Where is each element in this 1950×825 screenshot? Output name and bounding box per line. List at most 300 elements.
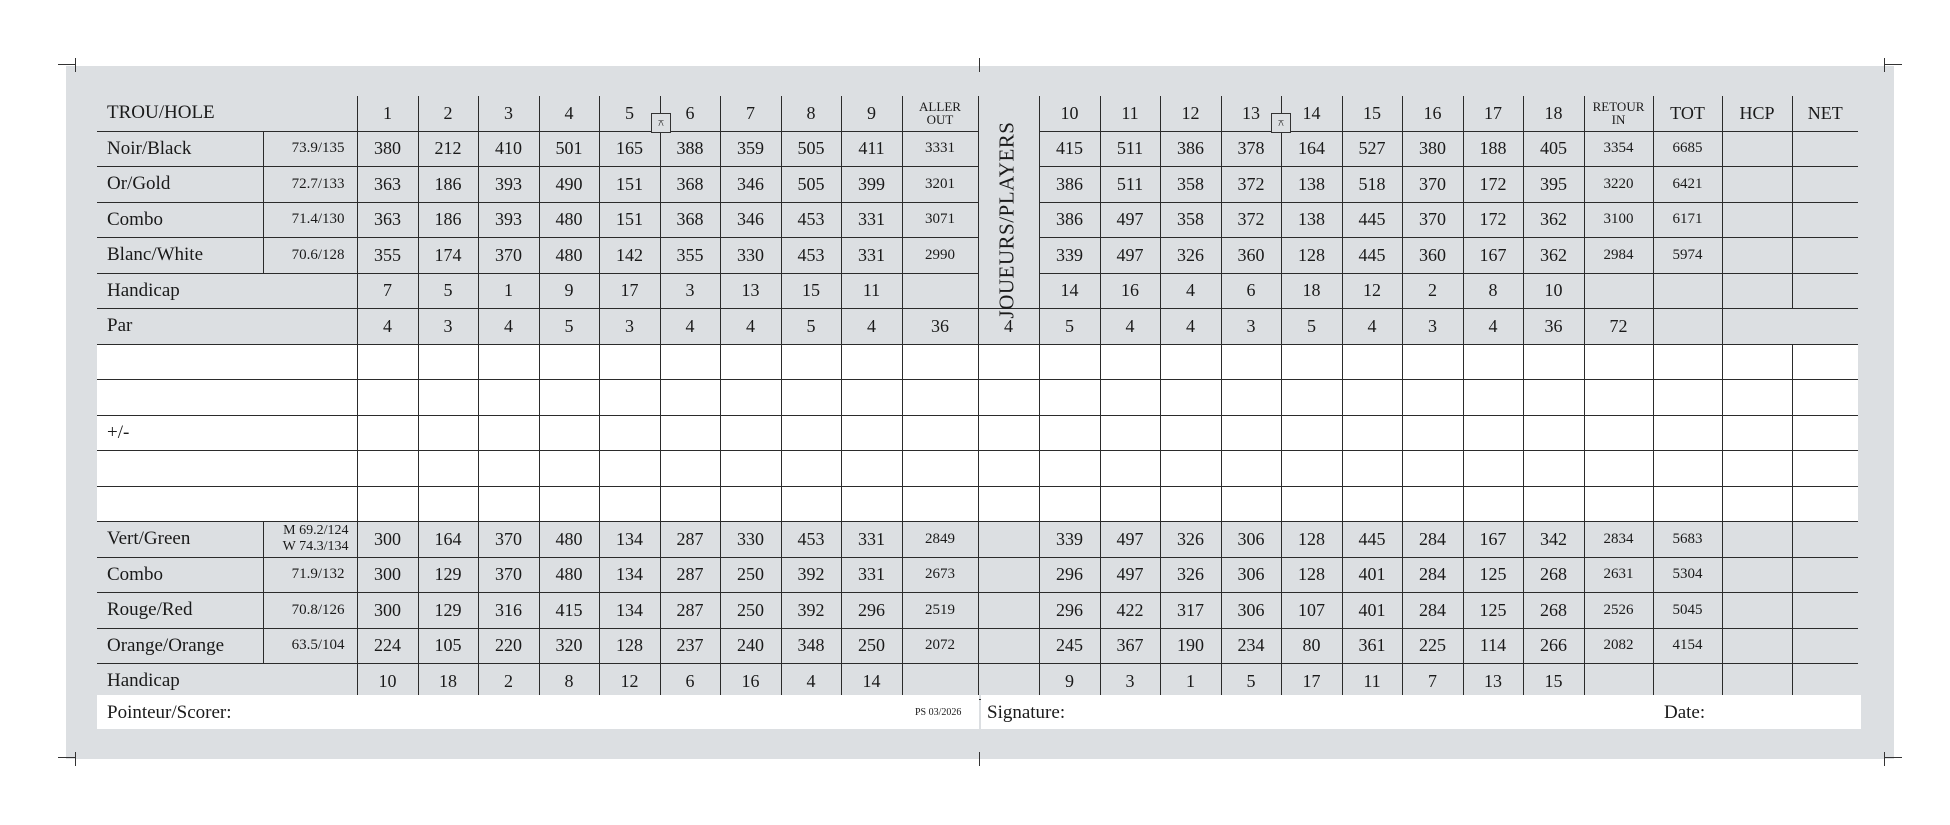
score-cell[interactable] (720, 415, 781, 451)
score-cell[interactable] (599, 380, 660, 416)
in-score-cell[interactable] (1584, 344, 1653, 380)
score-cell[interactable] (539, 415, 599, 451)
handicap-cell: 3 (1100, 664, 1160, 700)
rating-women: W 74.3/134 (282, 539, 349, 555)
hcp-cell[interactable] (1722, 380, 1792, 416)
hcp-cell[interactable] (1722, 486, 1792, 522)
yardage-cell: 107 (1281, 593, 1342, 629)
yardage-cell: 339 (1039, 238, 1100, 274)
yardage-cell: 367 (1100, 628, 1160, 664)
par-label: Par (97, 309, 357, 345)
score-cell[interactable] (841, 380, 902, 416)
score-cell[interactable] (1221, 451, 1281, 487)
score-cell[interactable] (720, 344, 781, 380)
hole-number: 3 (478, 96, 539, 131)
trim-mark (979, 58, 980, 72)
player-name-cell[interactable] (97, 380, 357, 416)
score-cell[interactable] (1039, 380, 1100, 416)
par-cell: 5 (539, 309, 599, 345)
yardage-cell: 172 (1463, 167, 1523, 203)
out-total: 2519 (902, 593, 978, 629)
yardage-cell: 346 (720, 202, 781, 238)
players-gap-cell (978, 380, 1039, 416)
score-cell[interactable] (599, 344, 660, 380)
score-cell[interactable] (1523, 344, 1584, 380)
players-text: JOUEURS/PLAYERS (994, 121, 1019, 319)
players-gap-cell (978, 557, 1039, 593)
score-cell[interactable] (1160, 451, 1221, 487)
tee-row (97, 238, 1858, 274)
score-cell[interactable] (841, 415, 902, 451)
handicap-cell: 17 (599, 273, 660, 309)
score-cell[interactable] (1221, 344, 1281, 380)
hcp-cell[interactable] (1722, 593, 1792, 629)
yardage-cell: 386 (1039, 202, 1100, 238)
yardage-cell: 518 (1342, 167, 1402, 203)
hole-number: 9 (841, 96, 902, 131)
score-cell[interactable] (478, 451, 539, 487)
score-cell[interactable] (539, 380, 599, 416)
yardage-cell: 114 (1463, 628, 1523, 664)
score-cell[interactable] (1281, 451, 1342, 487)
score-cell[interactable] (781, 415, 841, 451)
yardage-cell: 128 (1281, 557, 1342, 593)
rating-line: 70.8/126 (291, 601, 345, 618)
tee-name: Noir/Black (97, 131, 263, 167)
score-cell[interactable] (478, 380, 539, 416)
par-cell: 3 (1402, 309, 1463, 345)
net-cell[interactable] (1792, 344, 1858, 380)
yardage-cell: 296 (1039, 557, 1100, 593)
score-cell[interactable] (1039, 451, 1100, 487)
yardage-cell: 401 (1342, 557, 1402, 593)
yardage-cell: 186 (418, 202, 478, 238)
in-total: 2984 (1584, 238, 1653, 274)
print-code: PS 03/2026 (915, 707, 962, 718)
score-cell[interactable] (1342, 344, 1402, 380)
yardage-cell: 151 (599, 167, 660, 203)
yardage-cell: 224 (357, 628, 418, 664)
yardage-cell: 453 (781, 202, 841, 238)
yardage-cell: 266 (1523, 628, 1584, 664)
hcp-cell[interactable] (1722, 202, 1792, 238)
out-total: 2072 (902, 628, 978, 664)
yardage-cell: 220 (478, 628, 539, 664)
score-cell[interactable] (841, 486, 902, 522)
yardage-cell: 296 (1039, 593, 1100, 629)
hole-header-row (97, 96, 1858, 131)
yardage-cell: 134 (599, 557, 660, 593)
score-cell[interactable] (660, 486, 720, 522)
yardage-cell: 138 (1281, 202, 1342, 238)
score-cell[interactable] (418, 451, 478, 487)
score-cell[interactable] (1463, 486, 1523, 522)
yardage-cell: 300 (357, 522, 418, 558)
score-cell[interactable] (599, 451, 660, 487)
out-label-en: OUT (926, 112, 954, 128)
yardage-cell: 445 (1342, 202, 1402, 238)
hcp-cell[interactable] (1722, 415, 1792, 451)
in-score-cell[interactable] (1584, 380, 1653, 416)
yardage-cell: 497 (1100, 238, 1160, 274)
handicap-cell: 14 (841, 664, 902, 700)
par-cell: 5 (781, 309, 841, 345)
score-cell[interactable] (660, 380, 720, 416)
score-cell[interactable] (418, 344, 478, 380)
hcp-cell[interactable] (1722, 451, 1792, 487)
score-cell[interactable] (720, 451, 781, 487)
total: 6421 (1653, 167, 1722, 203)
score-cell[interactable] (1221, 486, 1281, 522)
yardage-cell: 358 (1160, 202, 1221, 238)
score-cell[interactable] (1402, 380, 1463, 416)
yardage-cell: 331 (841, 238, 902, 274)
players-gap-cell (978, 486, 1039, 522)
score-cell[interactable] (1342, 380, 1402, 416)
par-cell: 5 (1281, 309, 1342, 345)
score-cell[interactable] (1523, 486, 1584, 522)
yardage-cell: 497 (1100, 557, 1160, 593)
plus-minus-label: +/- (97, 415, 357, 451)
net-cell[interactable] (1722, 309, 1792, 345)
net-cell[interactable] (1792, 557, 1858, 593)
yardage-cell: 363 (357, 167, 418, 203)
score-cell[interactable] (1039, 486, 1100, 522)
handicap-cell: 3 (660, 273, 720, 309)
hole-number: 11 (1100, 96, 1160, 131)
net-cell[interactable] (1792, 486, 1858, 522)
score-cell[interactable] (660, 451, 720, 487)
par-cell: 4 (357, 309, 418, 345)
yardage-cell: 415 (539, 593, 599, 629)
score-cell[interactable] (1039, 344, 1100, 380)
net-cell[interactable] (1792, 202, 1858, 238)
out-total: 2990 (902, 238, 978, 274)
score-cell[interactable] (720, 380, 781, 416)
net-cell[interactable] (1792, 273, 1858, 309)
trim-mark (1884, 752, 1885, 766)
yardage-cell: 134 (599, 522, 660, 558)
yardage-cell: 129 (418, 557, 478, 593)
yardage-cell: 151 (599, 202, 660, 238)
score-cell[interactable] (1463, 380, 1523, 416)
in-blank (1584, 273, 1653, 309)
players-gap-cell (978, 415, 1039, 451)
yardage-cell: 355 (660, 238, 720, 274)
score-cell[interactable] (660, 415, 720, 451)
hole-number: 15 (1342, 96, 1402, 131)
yardage-cell: 380 (1402, 131, 1463, 167)
score-cell[interactable] (841, 344, 902, 380)
score-cell[interactable] (1463, 344, 1523, 380)
out-score-cell[interactable] (902, 344, 978, 380)
in-score-cell[interactable] (1584, 415, 1653, 451)
handicap-row (97, 664, 1858, 700)
score-cell[interactable] (660, 344, 720, 380)
tee-name: Rouge/Red (97, 593, 263, 629)
trim-mark (1884, 757, 1902, 758)
handicap-cell: 11 (1342, 664, 1402, 700)
restroom-icon: ⚻ (651, 113, 671, 133)
score-cell[interactable] (539, 486, 599, 522)
yardage-cell: 306 (1221, 557, 1281, 593)
player-name-cell[interactable] (97, 344, 357, 380)
score-cell[interactable] (1463, 415, 1523, 451)
yardage-cell: 392 (781, 557, 841, 593)
scorecard-table (97, 96, 1858, 700)
total: 6171 (1653, 202, 1722, 238)
in-score-cell[interactable] (1584, 486, 1653, 522)
score-cell[interactable] (1402, 486, 1463, 522)
handicap-cell: 14 (1039, 273, 1100, 309)
tee-rating: 70.6/128 (263, 238, 357, 274)
tot-score-cell[interactable] (1653, 415, 1722, 451)
net-cell[interactable] (1792, 167, 1858, 203)
handicap-label: Handicap (97, 273, 357, 309)
par-cell: 4 (978, 309, 1039, 345)
out-blank (902, 273, 978, 309)
score-cell[interactable] (781, 451, 841, 487)
yardage-cell: 380 (357, 131, 418, 167)
score-cell[interactable] (1402, 344, 1463, 380)
player-name-cell[interactable] (97, 451, 357, 487)
yardage-cell: 268 (1523, 557, 1584, 593)
score-cell[interactable] (1402, 451, 1463, 487)
score-cell[interactable] (1100, 415, 1160, 451)
score-cell[interactable] (1523, 415, 1584, 451)
score-cell[interactable] (1221, 415, 1281, 451)
net-cell[interactable] (1792, 131, 1858, 167)
score-cell[interactable] (418, 486, 478, 522)
tee-name: Orange/Orange (97, 628, 263, 664)
out-score-cell[interactable] (902, 415, 978, 451)
score-cell[interactable] (1160, 344, 1221, 380)
yardage-cell: 388 (660, 131, 720, 167)
score-cell[interactable] (357, 380, 418, 416)
score-cell[interactable] (1342, 451, 1402, 487)
yardage-cell: 392 (781, 593, 841, 629)
score-cell[interactable] (418, 380, 478, 416)
yardage-cell: 331 (841, 522, 902, 558)
tee-rating: 73.9/135 (263, 131, 357, 167)
tee-row (97, 628, 1858, 664)
tot-blank (1653, 273, 1722, 309)
hcp-cell[interactable] (1722, 131, 1792, 167)
score-cell[interactable] (1160, 415, 1221, 451)
yardage-cell: 164 (418, 522, 478, 558)
yardage-cell: 348 (781, 628, 841, 664)
handicap-cell: 1 (1160, 664, 1221, 700)
out-total: 3071 (902, 202, 978, 238)
score-cell[interactable] (781, 344, 841, 380)
score-cell[interactable] (1039, 415, 1100, 451)
yardage-cell: 284 (1402, 557, 1463, 593)
score-cell[interactable] (539, 344, 599, 380)
score-cell[interactable] (1281, 415, 1342, 451)
score-cell[interactable] (478, 344, 539, 380)
score-cell[interactable] (720, 486, 781, 522)
score-cell[interactable] (1342, 486, 1402, 522)
score-cell[interactable] (781, 380, 841, 416)
hcp-cell[interactable] (1722, 167, 1792, 203)
score-cell[interactable] (1463, 451, 1523, 487)
net-cell[interactable] (1792, 415, 1858, 451)
players-gap-cell (978, 628, 1039, 664)
hcp-cell[interactable] (1722, 664, 1792, 700)
in-total: 2631 (1584, 557, 1653, 593)
net-cell[interactable] (1792, 664, 1858, 700)
tee-rating (263, 628, 357, 664)
yardage-cell: 490 (539, 167, 599, 203)
yardage-cell: 331 (841, 557, 902, 593)
score-cell[interactable] (841, 451, 902, 487)
player-score-row (97, 380, 1858, 416)
tot-score-cell[interactable] (1653, 486, 1722, 522)
handicap-cell: 10 (357, 664, 418, 700)
score-cell[interactable] (1342, 415, 1402, 451)
score-cell[interactable] (1100, 486, 1160, 522)
net-cell[interactable] (1792, 593, 1858, 629)
in-label-en: IN (1611, 112, 1626, 128)
scorer-strip (97, 695, 979, 729)
tee-rating: 72.7/133 (263, 167, 357, 203)
score-cell[interactable] (478, 415, 539, 451)
net-cell[interactable] (1792, 380, 1858, 416)
tot-blank (1653, 664, 1722, 700)
net-cell[interactable] (1792, 238, 1858, 274)
score-cell[interactable] (478, 486, 539, 522)
yardage-cell: 212 (418, 131, 478, 167)
score-cell[interactable] (1402, 415, 1463, 451)
net-label: NET (1792, 96, 1858, 131)
yardage-cell: 326 (1160, 557, 1221, 593)
trim-mark (1884, 58, 1885, 72)
out-score-cell[interactable] (902, 451, 978, 487)
yardage-cell: 453 (781, 238, 841, 274)
in-score-cell[interactable] (1584, 451, 1653, 487)
in-total: 2526 (1584, 593, 1653, 629)
tee-name: Blanc/White (97, 238, 263, 274)
hcp-cell[interactable] (1722, 522, 1792, 558)
hcp-cell[interactable] (1722, 273, 1792, 309)
tee-row (97, 131, 1858, 167)
yardage-cell: 346 (720, 167, 781, 203)
out-score-cell[interactable] (902, 380, 978, 416)
yardage-cell: 527 (1342, 131, 1402, 167)
yardage-cell: 361 (1342, 628, 1402, 664)
score-cell[interactable] (1221, 380, 1281, 416)
players-gap-cell (978, 593, 1039, 629)
yardage-cell: 174 (418, 238, 478, 274)
handicap-cell: 4 (781, 664, 841, 700)
hcp-cell[interactable] (1722, 628, 1792, 664)
score-cell[interactable] (357, 451, 418, 487)
score-cell[interactable] (599, 415, 660, 451)
score-cell[interactable] (781, 486, 841, 522)
yardage-cell: 134 (599, 593, 660, 629)
in-total: 3100 (1584, 202, 1653, 238)
player-score-row (97, 486, 1858, 522)
hole-number: 4 (539, 96, 599, 131)
yardage-cell: 306 (1221, 522, 1281, 558)
hcp-cell[interactable] (1722, 344, 1792, 380)
score-cell[interactable] (1523, 451, 1584, 487)
yardage-cell: 142 (599, 238, 660, 274)
net-cell[interactable] (1792, 522, 1858, 558)
hcp-cell[interactable] (1722, 238, 1792, 274)
score-cell[interactable] (1160, 486, 1221, 522)
out-blank (902, 664, 978, 700)
yardage-cell: 326 (1160, 238, 1221, 274)
handicap-cell: 5 (418, 273, 478, 309)
hole-number: 18 (1523, 96, 1584, 131)
net-cell[interactable] (1792, 628, 1858, 664)
yardage-cell: 480 (539, 202, 599, 238)
score-cell[interactable] (539, 451, 599, 487)
par-in: 36 (1523, 309, 1584, 345)
score-cell[interactable] (1281, 380, 1342, 416)
trim-mark (979, 752, 980, 766)
par-cell: 4 (1342, 309, 1402, 345)
yardage-cell: 342 (1523, 522, 1584, 558)
handicap-cell: 2 (1402, 273, 1463, 309)
yardage-cell: 138 (1281, 167, 1342, 203)
score-cell[interactable] (357, 415, 418, 451)
tot-score-cell[interactable] (1653, 451, 1722, 487)
in-label (1584, 96, 1653, 131)
par-cell: 4 (1463, 309, 1523, 345)
hole-number: 10 (1039, 96, 1100, 131)
yardage-cell: 330 (720, 238, 781, 274)
score-cell[interactable] (357, 344, 418, 380)
yardage-cell: 125 (1463, 593, 1523, 629)
par-tot: 72 (1584, 309, 1653, 345)
player-name-cell[interactable] (97, 486, 357, 522)
handicap-label: Handicap (97, 664, 357, 700)
score-cell[interactable] (1100, 380, 1160, 416)
tot-score-cell[interactable] (1653, 344, 1722, 380)
score-cell[interactable] (1100, 451, 1160, 487)
hcp-cell[interactable] (1722, 557, 1792, 593)
score-cell[interactable] (418, 415, 478, 451)
handicap-cell: 16 (1100, 273, 1160, 309)
out-score-cell[interactable] (902, 486, 978, 522)
yardage-cell: 296 (841, 593, 902, 629)
tot-score-cell[interactable] (1653, 380, 1722, 416)
hcp-cell[interactable] (1653, 309, 1722, 345)
par-cell: 4 (1160, 309, 1221, 345)
trim-mark (75, 58, 76, 72)
yardage-cell: 511 (1100, 167, 1160, 203)
yardage-cell: 453 (781, 522, 841, 558)
handicap-cell: 13 (720, 273, 781, 309)
hole-label: TROU/HOLE (97, 96, 357, 131)
score-cell[interactable] (599, 486, 660, 522)
score-cell[interactable] (357, 486, 418, 522)
yardage-cell: 250 (720, 557, 781, 593)
handicap-cell: 12 (599, 664, 660, 700)
handicap-cell: 8 (1463, 273, 1523, 309)
net-cell[interactable] (1792, 451, 1858, 487)
yardage-cell: 300 (357, 593, 418, 629)
score-cell[interactable] (1523, 380, 1584, 416)
score-cell[interactable] (1281, 486, 1342, 522)
score-cell[interactable] (1100, 344, 1160, 380)
score-cell[interactable] (1160, 380, 1221, 416)
yardage-cell: 368 (660, 167, 720, 203)
score-cell[interactable] (1281, 344, 1342, 380)
hole-number: 17 (1463, 96, 1523, 131)
